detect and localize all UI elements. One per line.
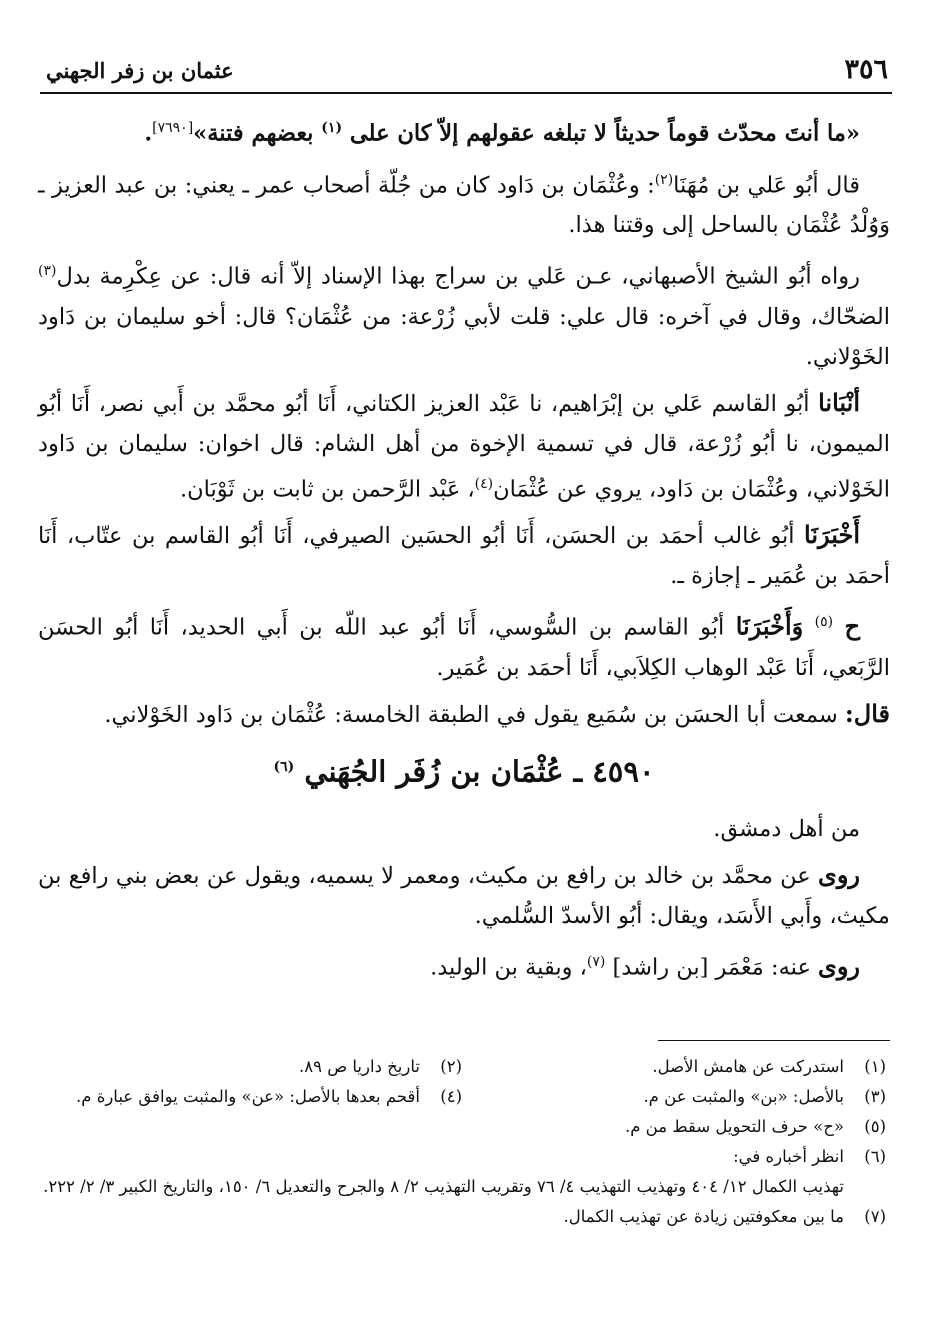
running-title: عثمان بن زفر الجهني	[46, 58, 234, 83]
footnote-marker: (٤)	[474, 475, 494, 492]
footnote-marker: (٥)	[814, 614, 834, 630]
paragraph-text: رواه أبُو الشيخ الأصبهاني، عـن عَلي بن سراج بهذا الإسناد إلاّ أنه قال: عن عِكْرِمة بدل	[56, 263, 860, 290]
footnote-marker: (٧)	[586, 954, 606, 971]
footnote	[38, 1142, 886, 1172]
paragraph-akhbarana-2	[38, 602, 890, 688]
tahwil-marker: ح	[844, 611, 861, 641]
footnote	[38, 1202, 886, 1232]
paragraph-rawa-anhu	[38, 942, 890, 988]
entry-title: ٤٥٩٠ ـ عُثْمَان بن زُفَر الجُهَني	[304, 754, 655, 789]
paragraph-text: من أهل دمشق.	[713, 816, 860, 843]
footnote	[38, 1082, 462, 1112]
page-number: ٣٥٦	[844, 54, 888, 85]
footnote-number: (٦)	[864, 1147, 886, 1166]
footnote-text: بالأصل: «بن» والمثبت عن م.	[643, 1087, 844, 1106]
paragraph-text: عنه: مَعْمَر [بن راشد]	[612, 954, 811, 981]
transmission-term: روى	[818, 860, 860, 890]
footnote-row	[38, 1142, 886, 1172]
footnote-text: «ح» حرف التحويل سقط من م.	[624, 1117, 844, 1136]
page-header	[40, 50, 892, 94]
footnote-text: تاريخ داريا ص ٨٩.	[298, 1057, 420, 1076]
period: .	[144, 120, 153, 147]
paragraph-anbana	[38, 383, 890, 510]
paragraph-text: قال أبُو عَلي بن مُهَنَا	[673, 172, 860, 198]
transmission-term: روى	[818, 951, 860, 981]
paragraph-origin	[38, 809, 890, 849]
footnote-marker: (٢)	[654, 171, 674, 188]
footnote-text: ما بين معكوفتين زيادة عن تهذيب الكمال.	[563, 1207, 844, 1226]
footnote-marker: (١)	[321, 120, 343, 136]
paragraph-qala	[38, 694, 890, 735]
paragraph-text: سمعت أبا الحسَن بن سُمَيع يقول في الطبقة الخامسة: عُثْمَان بن دَاود الخَوْلاني.	[104, 701, 838, 728]
transmission-term: أنْبَانا	[818, 387, 860, 417]
footnote-row	[38, 1082, 886, 1112]
footnote-number: (٣)	[864, 1087, 886, 1106]
footnote-number: (١)	[864, 1057, 886, 1076]
footnote	[462, 1052, 886, 1082]
footnote-marker: (٦)	[273, 758, 295, 775]
footnote-number: (٢)	[440, 1057, 462, 1076]
footnote	[462, 1082, 886, 1112]
paragraph-text: عن محمَّد بن خالد بن رافع بن مكيث، ومعمر لا يسميه، ويقول عن بعض بني رافع بن مكيث، وأَبي الأَسَد، ويقال: أبُو الأسدّ السُّلمي.	[38, 863, 890, 930]
paragraph-text: ، عَبْد الرَّحمن بن ثابت بن ثَوْبَان.	[179, 476, 475, 502]
footnotes	[38, 1052, 886, 1232]
hadith-reference-number: [٧٦٩٠]	[152, 120, 194, 136]
footnote-row	[38, 1202, 886, 1232]
footnote-row	[38, 1112, 886, 1142]
paragraph-text: ، وبقية بن الوليد.	[430, 954, 587, 981]
transmission-term: وَأَخْبَرَنَا	[735, 611, 804, 641]
footnote-continuation: تهذيب الكمال ١٢/ ٤٠٤ وتهذيب التهذيب ٤/ ٧٦ وتقريب التهذيب ٢/ ٨ والجرح والتعديل ٦/ ١٥٠، والتاريخ الكبير ٣/ ٢/ ٢٢٢.	[43, 1177, 844, 1196]
paragraph-text: أبُو القاسم بن السُّوسي، أَنَا أبُو عبد اللّه بن أَبي الحديد، أَنَا أبُو الحسَن الرَّبَعي، أَنَا عَبْد الوهاب الكِلاَبي، أَنَا أحمَد بن عُمَير.	[38, 614, 890, 681]
hadith-paragraph	[38, 108, 890, 154]
footnote	[38, 1052, 462, 1082]
paragraph-abu-ali	[38, 160, 890, 246]
paragraph-text: أبُو القاسم عَلي بن إبْرَاهيم، نا عَبْد العزيز الكتاني، أَنَا أبُو محمَّد بن أَبي نصر، أَنَا أبُو الميمون، نا أبُو زُرْعة، قال في تسمية الإخوة من أهل الشام: قال اخوان: سليمان بن دَاود الخَوْلاني، وعُثْمَان بن دَاود، يروي عن عُثْمَان	[38, 390, 890, 502]
footnote-row	[38, 1052, 886, 1082]
footnote-text: أقحم بعدها بالأصل: «عن» والمثبت يوافق عبارة م.	[75, 1087, 420, 1106]
footnote-text: استدركت عن هامش الأصل.	[652, 1057, 844, 1076]
footnote-separator	[658, 1040, 890, 1041]
footnote-marker: (٣)	[38, 263, 57, 279]
footnote	[38, 1112, 886, 1142]
entry-heading	[38, 745, 890, 794]
hadith-text: «ما أنتَ محدّث قوماً حديثاً لا تبلغه عقولهم إلاّ كان على	[349, 120, 860, 147]
paragraph-abu-al-shaykh	[38, 251, 890, 377]
footnote-number: (٤)	[440, 1087, 462, 1106]
paragraph-akhbarana-1	[38, 515, 890, 596]
footnote-number: (٥)	[864, 1117, 886, 1136]
paragraph-text: الضحّاك، وقال في آخره: قال علي: قلت لأبي زُرْعة: من عُثْمَان؟ قال: أخو سليمان بن دَاود الخَوْلاني.	[38, 303, 890, 370]
hadith-end: بعضهم فتنة»	[193, 120, 314, 147]
main-text	[38, 108, 890, 994]
transmission-term: قال:	[844, 698, 890, 728]
paragraph-rawa-an	[38, 855, 890, 936]
footnote-number: (٧)	[864, 1207, 886, 1226]
transmission-term: أَخْبَرَنَا	[804, 520, 860, 549]
paragraph-text: أبُو غالب أحمَد بن الحسَن، أَنَا أبُو الحسَين الصيرفي، أَنَا أبُو القاسم بن عتّاب، أَنَا أحمَد بن عُمَير ـ إجازة ـ.	[38, 523, 890, 589]
footnote-text: انظر أخباره في:	[733, 1147, 844, 1166]
paragraph-text: : وعُثْمَان بن دَاود كان من جُلّة أصحاب عمر ـ يعني: بن عبد العزيز ـ وَوُلْدُ عُثْمَان بالساحل إلى وقتنا هذا.	[38, 172, 890, 238]
